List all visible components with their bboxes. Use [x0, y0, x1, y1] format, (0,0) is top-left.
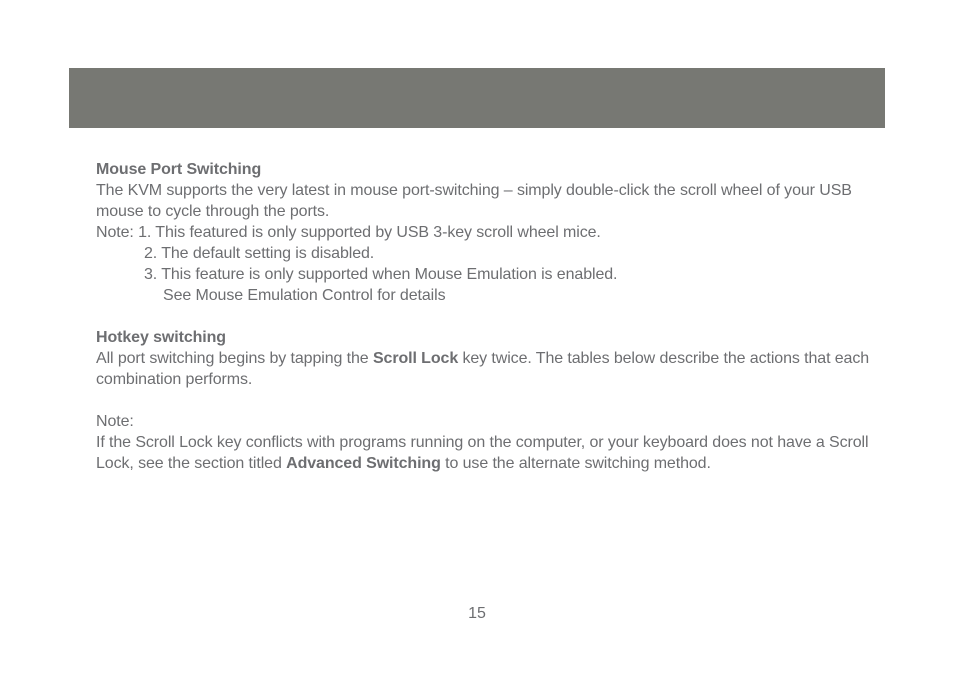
hotkey-switching-paragraph: [96, 348, 886, 390]
hotkey-para-text-2: key twice. The tables below describe the actions that each combination performs.: [96, 350, 870, 388]
page-content: [96, 159, 886, 474]
section-spacer: [96, 390, 886, 411]
page-number: 15: [468, 605, 486, 622]
hotkey-note-text-2: to use the alternate switching method.: [440, 455, 711, 472]
hotkey-para-text-1: All port switching begins by tapping the: [96, 350, 373, 367]
mouse-port-switching-paragraph: The KVM supports the very latest in mouse port-switching – simply double-click the scroll wheel of your USB mouse to cycle through the ports.: [96, 182, 852, 220]
mouse-note-line-1: Note: 1. This featured is only supported by USB 3-key scroll wheel mice.: [96, 224, 601, 241]
hotkey-note-text-1: If the Scroll Lock key conflicts with programs running on the computer, or your keyboard does not have a Scroll Lock, see the section titled: [96, 434, 869, 472]
mouse-note-line-4: See Mouse Emulation Control for details: [163, 287, 446, 304]
mouse-note-line-2: 2. The default setting is disabled.: [144, 245, 375, 262]
hotkey-note-label: Note:: [96, 413, 134, 430]
mouse-port-switching-heading: Mouse Port Switching: [96, 161, 262, 178]
header-band: [69, 68, 885, 128]
section-spacer: [96, 306, 886, 327]
mouse-note-line-3: 3. This feature is only supported when Mouse Emulation is enabled.: [144, 266, 618, 283]
scroll-lock-term: Scroll Lock: [372, 350, 459, 367]
hotkey-note-paragraph: [96, 432, 886, 474]
hotkey-switching-heading: Hotkey switching: [96, 329, 226, 346]
advanced-switching-term: Advanced Switching: [286, 455, 441, 472]
